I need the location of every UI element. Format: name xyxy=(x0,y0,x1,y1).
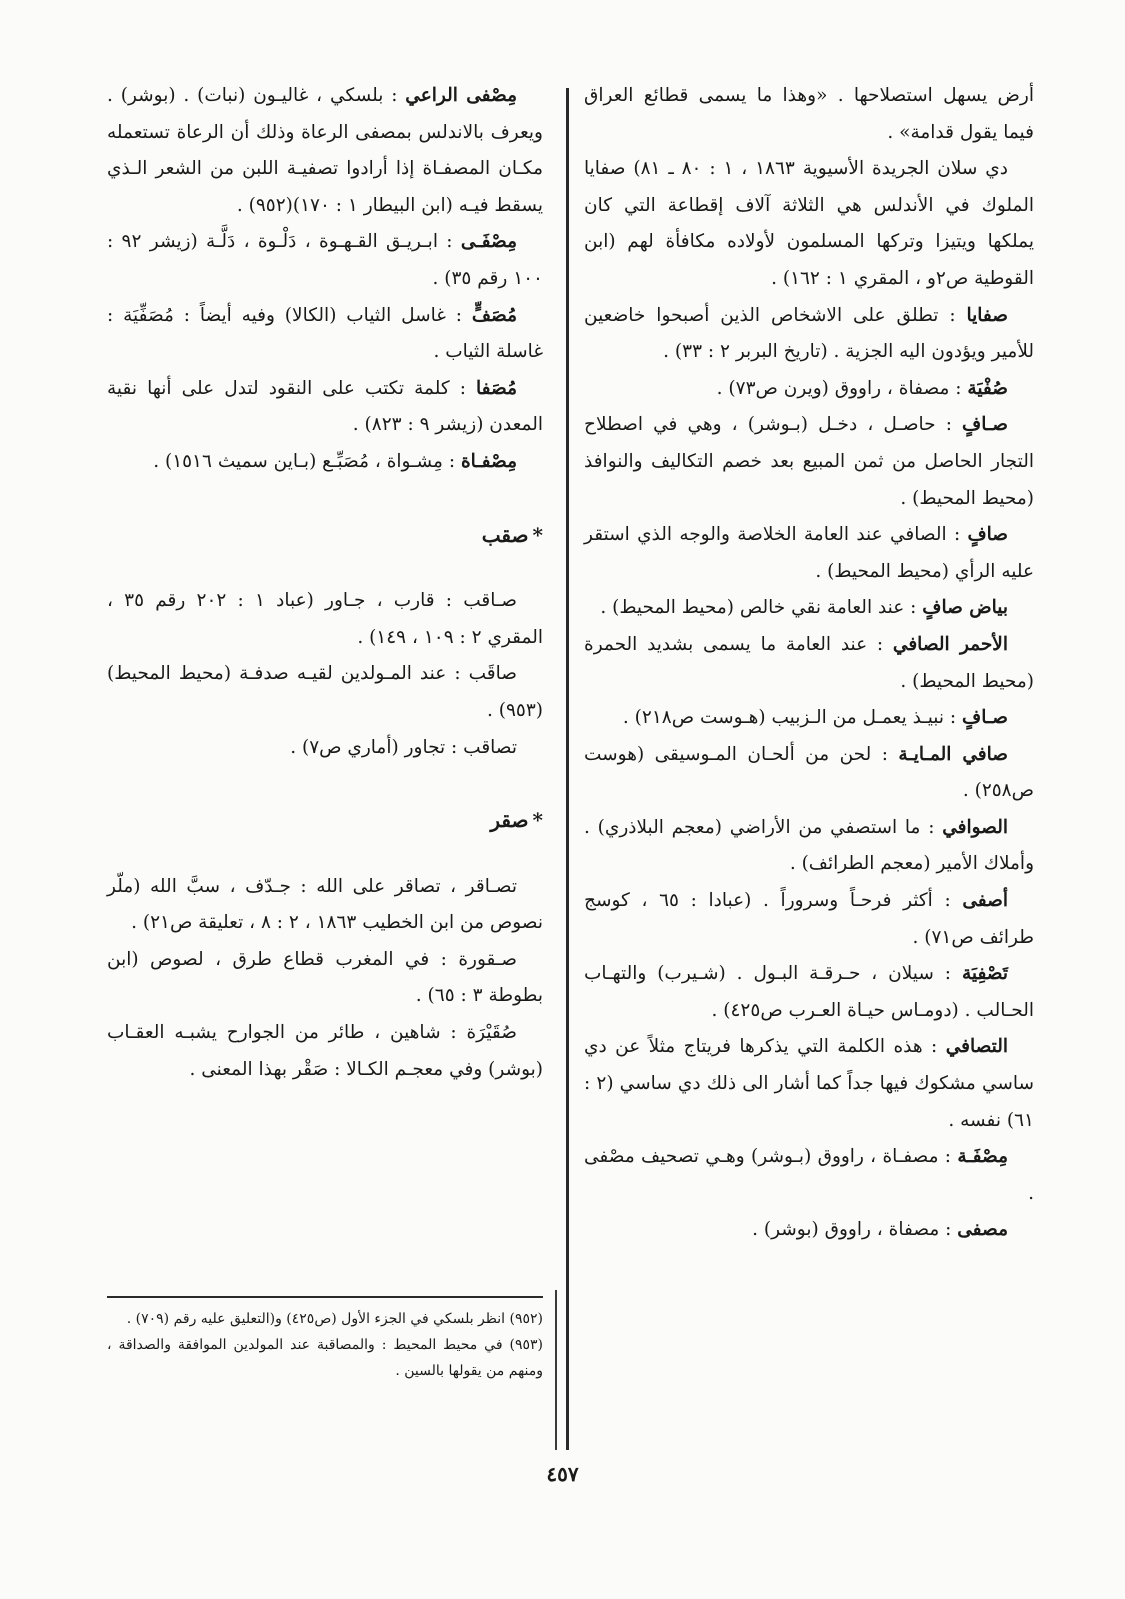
entry-headword: تَصْفِيَة xyxy=(961,963,1008,985)
entry-definition: : سيلان ، حـرقـة البـول . (شـيرب) والتهـاب الحـالب . (دومـاس حيـاة العـرب ص٤٢٥) . xyxy=(584,963,1034,1021)
root-star-icon: * xyxy=(532,522,543,547)
entry-definition: دي سلان الجريدة الأسيوية ١٨٦٣ ، ١ : ٨٠ ـ ٨١) صفايا الملوك في الأندلس هي الثلاثة آلاف إقطاعة التي كان يملكها ويتيزا وتركها المسلمون لأولاده مكافأة لهم (ابن القوطية ص٢و ، المقري ١ : ١٦٢) . xyxy=(584,158,1034,289)
column-divider xyxy=(566,88,569,1450)
dictionary-entry xyxy=(107,371,543,444)
entry-definition: : أكثر فرحـاً وسروراً . (عبادا : ٦٥ ، كوسج طرائف ص٧١) . xyxy=(584,890,1034,948)
entry-headword: صافٍ xyxy=(967,524,1008,546)
root-heading-saqar: *صقر xyxy=(490,808,543,833)
dictionary-entry xyxy=(584,956,1034,1029)
footnote-column-divider xyxy=(555,1290,557,1450)
entry-definition: أرض يسهل استصلاحها . «وهذا ما يسمى قطائع العراق فيما يقول قدامة» . xyxy=(584,85,1034,143)
dictionary-entry xyxy=(107,869,543,942)
footnotes xyxy=(107,1306,543,1384)
entry-headword: مصفى xyxy=(957,1219,1008,1241)
entry-definition: صاقَب : عند المـولدين لقيـه صدفـة (محيط المحيط)(٩٥٣) . xyxy=(107,663,543,721)
entry-headword: الصوافي xyxy=(942,816,1008,838)
entry-headword: مِصْفَـة xyxy=(957,1146,1008,1168)
entry-definition: تصاقب : تجاور (أماري ص٧) . xyxy=(290,736,517,758)
entry-definition: : عند العامة ما يسمى بشديد الحمرة (محيط المحيط) . xyxy=(584,633,1034,692)
dictionary-entry xyxy=(584,737,1034,810)
dictionary-entry xyxy=(107,78,543,224)
page-number: ٤٥٧ xyxy=(546,1462,579,1486)
entry-headword: صُفْيَة xyxy=(967,377,1008,399)
dictionary-entry xyxy=(584,1212,1034,1249)
dictionary-entry xyxy=(107,730,543,767)
footnote: (٩٥٢) انظر بلسكي في الجزء الأول (ص٤٢٥) و(التعليق عليه رقم (٧٠٩) . xyxy=(126,1311,543,1327)
dictionary-entry xyxy=(107,656,543,729)
left-column xyxy=(107,78,543,1088)
root-star-icon: * xyxy=(532,808,543,833)
entry-headword: مُصَفٍّ xyxy=(471,304,517,326)
left-column-entries-top xyxy=(107,78,543,481)
entry-definition: : مصفاة ، راووق (بوشر) . xyxy=(752,1219,958,1241)
dictionary-entry xyxy=(584,371,1034,408)
entry-headword: مِصْفَـى xyxy=(460,231,517,253)
entry-headword: الأحمر الصافي xyxy=(892,633,1008,655)
dictionary-entry xyxy=(107,444,543,481)
entry-definition: : مصفـاة ، راووق (بـوشر) وهـي تصحيف مصْفى . xyxy=(584,1146,1034,1204)
entry-definition: : كلمة تكتب على النقود لتدل على أنها نقية المعدن (زيشر ٩ : ٨٢٣) . xyxy=(107,377,543,436)
dictionary-entry xyxy=(107,298,543,371)
entry-definition: : نبيـذ يعمـل من الـزبيب (هـوست ص٢١٨) . xyxy=(622,707,963,729)
dictionary-entry xyxy=(584,810,1034,883)
footnote: (٩٥٣) في محيط المحيط : والمصاقبة عند المولدين الموافقة والصداقة ، ومنهم من يقولها بالسين . xyxy=(107,1337,543,1379)
entry-headword: مِصْفـاة xyxy=(460,450,517,472)
right-column xyxy=(584,78,1034,1249)
entry-definition: : مِشـواة ، مُصَبِّـع (بـاين سميث ١٥١٦) . xyxy=(153,450,461,472)
entry-definition: : غاسل الثياب (الكالا) وفيه أيضاً : مُصَفِّيَة : غاسلة الثياب . xyxy=(107,304,543,363)
entry-definition: : تطلق على الاشخاص الذين أصبحوا خاضعين للأمير ويؤدون اليه الجزية . (تاريخ البربر ٢ : ٣٣) . xyxy=(584,304,1034,363)
entry-headword: صافي المـايـة xyxy=(898,743,1008,765)
entry-headword: صـافٍ xyxy=(962,707,1008,729)
entry-headword: مُصَفا xyxy=(476,377,517,399)
entry-definition: : هذه الكلمة التي يذكرها فريتاج مثلاً عن دي ساسي مشكوك فيها جداً كما أشار الى ذلك دي ساسي (٢ : ٦١) نفسه . xyxy=(584,1036,1034,1131)
entry-definition: : الصافي عند العامة الخلاصة والوجه الذي استقر عليه الرأي (محيط المحيط) . xyxy=(584,524,1034,582)
saqab-entries xyxy=(107,583,543,766)
dictionary-entry xyxy=(584,151,1034,297)
dictionary-entry xyxy=(584,627,1034,700)
saqar-entries xyxy=(107,869,543,1089)
dictionary-entry xyxy=(584,78,1034,151)
right-column-entries xyxy=(584,78,1034,1249)
dictionary-entry xyxy=(584,590,1034,627)
dictionary-entry xyxy=(584,298,1034,371)
entry-headword: بياض صافٍ xyxy=(922,597,1008,619)
dictionary-entry xyxy=(107,224,543,297)
entry-definition: : مصفاة ، راووق (ويرن ص٧٣) . xyxy=(716,377,968,399)
entry-definition: : ما استصفي من الأراضي (معجم البلاذري) . وأملاك الأمير (معجم الطرائف) . xyxy=(584,816,1034,875)
entry-headword: أصفى xyxy=(962,890,1008,912)
entry-definition: : بلسكي ، غاليـون (نبات) . (بوشر) . ويعرف بالاندلس بمصفى الرعاة وذلك أن الرعاة تستعمله مكـان المصفـاة إذا أرادوا تصفيـة اللبن من الشعر الـذي يسقط فيـه (ابن البيطار ١ : ١٧٠)(٩٥٢) . xyxy=(107,85,543,216)
dictionary-entry xyxy=(584,517,1034,590)
footnote-rule xyxy=(107,1296,543,1298)
entry-definition: : عند العامة نقي خالص (محيط المحيط) . xyxy=(600,597,923,619)
entry-definition: : ابـريـق القـهـوة ، دَلْـوة ، دَلَّـة (زيشر ٩٢ : ١٠٠ رقم ٣٥) . xyxy=(107,231,543,289)
entry-definition: صـقورة : في المغرب قطاع طرق ، لصوص (ابن بطوطة ٣ : ٦٥) . xyxy=(107,948,543,1007)
entry-definition: صـاقب : قارب ، جـاور (عباد ١ : ٢٠٢ رقم ٣٥ ، المقري ٢ : ١٠٩ ، ١٤٩) . xyxy=(107,590,543,648)
entry-definition: : لحن من ألحـان المـوسيقى (هوست ص٢٥٨) . xyxy=(584,743,1034,802)
entry-headword: مِصْفى الراعي xyxy=(405,85,517,106)
root-heading-saqab: *صقب xyxy=(481,522,543,547)
entry-headword: صـافٍ xyxy=(962,414,1008,436)
entry-headword: صفايا xyxy=(966,304,1008,326)
dictionary-entry xyxy=(584,883,1034,956)
dictionary-entry xyxy=(107,583,543,656)
dictionary-entry xyxy=(107,1015,543,1088)
entry-definition: صُقَيْرَة : شاهين ، طائر من الجوارح يشبـه العقـاب (بوشر) وفي معجـم الكـالا : صَقْر بهذا المعنى . xyxy=(107,1022,543,1080)
entry-headword: التصافي xyxy=(945,1036,1008,1058)
entry-definition: تصـاقر ، تصاقر على الله : جـدّف ، سبَّ الله (ملّر نصوص من ابن الخطيب ١٨٦٣ ، ٢ : ٨ ، تعليقة ص٢١) . xyxy=(107,875,543,934)
dictionary-entry xyxy=(584,407,1034,517)
dictionary-entry xyxy=(584,1139,1034,1212)
dictionary-entry xyxy=(584,1029,1034,1139)
entry-definition: : حاصـل ، دخـل (بـوشر) ، وهي في اصطلاح التجار الحاصل من ثمن المبيع بعد خصم التكاليف والنوافذ (محيط المحيط) . xyxy=(584,414,1034,509)
dictionary-entry xyxy=(584,700,1034,737)
dictionary-entry xyxy=(107,942,543,1015)
